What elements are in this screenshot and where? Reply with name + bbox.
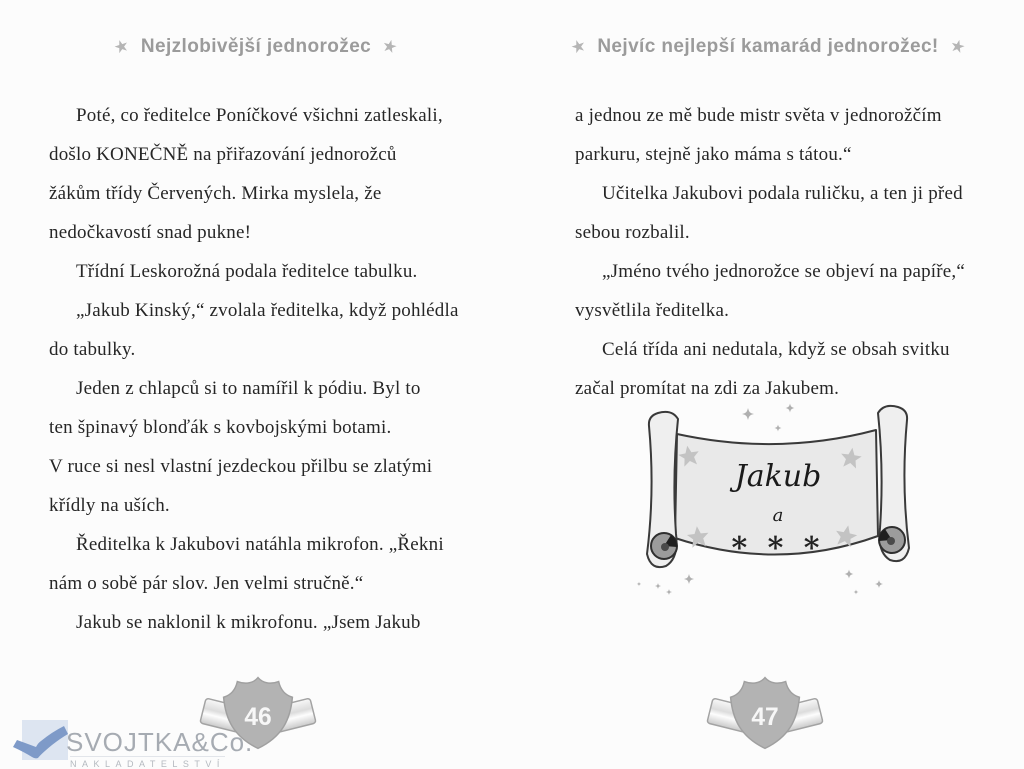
text-line: Celá třída ani nedutala, když se obsah svitku [602, 339, 950, 360]
page-number-badge-right [706, 666, 824, 758]
right-chapter-header [512, 33, 1024, 61]
left-page-text [49, 96, 494, 642]
text-line: do tabulky. [49, 339, 136, 360]
text-line: nám o sobě pár slov. Jen velmi stručně.“ [49, 573, 364, 594]
scroll-illustration [625, 386, 931, 616]
scroll-unicorn-name: Jakub [734, 459, 822, 494]
scroll-hidden-name-stars: * * * [731, 531, 825, 566]
left-chapter-title: Nejzlobivější jednorožec [140, 36, 372, 57]
publisher-name: SVOJTKA&Co. [66, 727, 254, 757]
scroll-svg [625, 386, 931, 616]
right-chapter-title: Nejvíc nejlepší kamarád jednorožec! [597, 36, 939, 57]
text-line: Učitelka Jakubovi podala ruličku, a ten ji před [602, 183, 963, 204]
right-page-text [575, 96, 1020, 408]
star-icon: ★ [379, 35, 400, 59]
star-icon: ★ [567, 35, 590, 59]
text-line: a jednou ze mě bude mistr světa v jednorožčím [575, 105, 942, 126]
scroll-right-roll [878, 406, 909, 561]
text-line: Třídní Leskorožná podala ředitelce tabulku. [76, 261, 418, 282]
text-line: začal promítat na zdi za Jakubem. [575, 378, 840, 399]
page-number: 46 [244, 703, 272, 731]
star-icon: ★ [947, 35, 968, 59]
text-line: nedočkavostí snad pukne! [49, 222, 252, 243]
text-line: „Jméno tvého jednorožce se objeví na papíře,“ [602, 261, 965, 282]
text-line: Jakub se naklonil k mikrofonu. „Jsem Jakub [76, 612, 421, 633]
text-line: vysvětlila ředitelka. [575, 300, 730, 321]
left-chapter-header [0, 33, 512, 61]
publisher-subtitle: NAKLADATELSTVÍ [70, 756, 225, 769]
text-line: parkuru, stejně jako máma s tátou.“ [575, 144, 852, 165]
page-number: 47 [751, 703, 779, 731]
logo-book-icon [8, 716, 74, 768]
text-line: Ředitelka k Jakubovi natáhla mikrofon. „Řekni [76, 534, 444, 555]
text-line: V ruce si nesl vlastní jezdeckou přilbu se zlatými [49, 456, 433, 477]
text-line: „Jakub Kinský,“ zvolala ředitelka, když pohlédla [76, 300, 459, 321]
text-line: Jeden z chlapců si to namířil k pódiu. Byl to [76, 378, 421, 399]
text-line: křídly na uších. [49, 495, 170, 516]
scroll-left-roll [647, 412, 678, 567]
scroll-conjunction: a [772, 505, 784, 526]
text-line: Poté, co ředitelce Poníčkové všichni zatleskali, [76, 105, 443, 126]
text-line: došlo KONEČNĚ na přiřazování jednorožců [49, 144, 397, 165]
publisher-logo [8, 716, 254, 769]
text-line: žákům třídy Červených. Mirka myslela, že [49, 183, 382, 204]
star-icon: ★ [111, 35, 133, 59]
text-line: sebou rozbalil. [575, 222, 690, 243]
text-line: ten špinavý blonďák s kovbojskými botami. [49, 417, 392, 438]
